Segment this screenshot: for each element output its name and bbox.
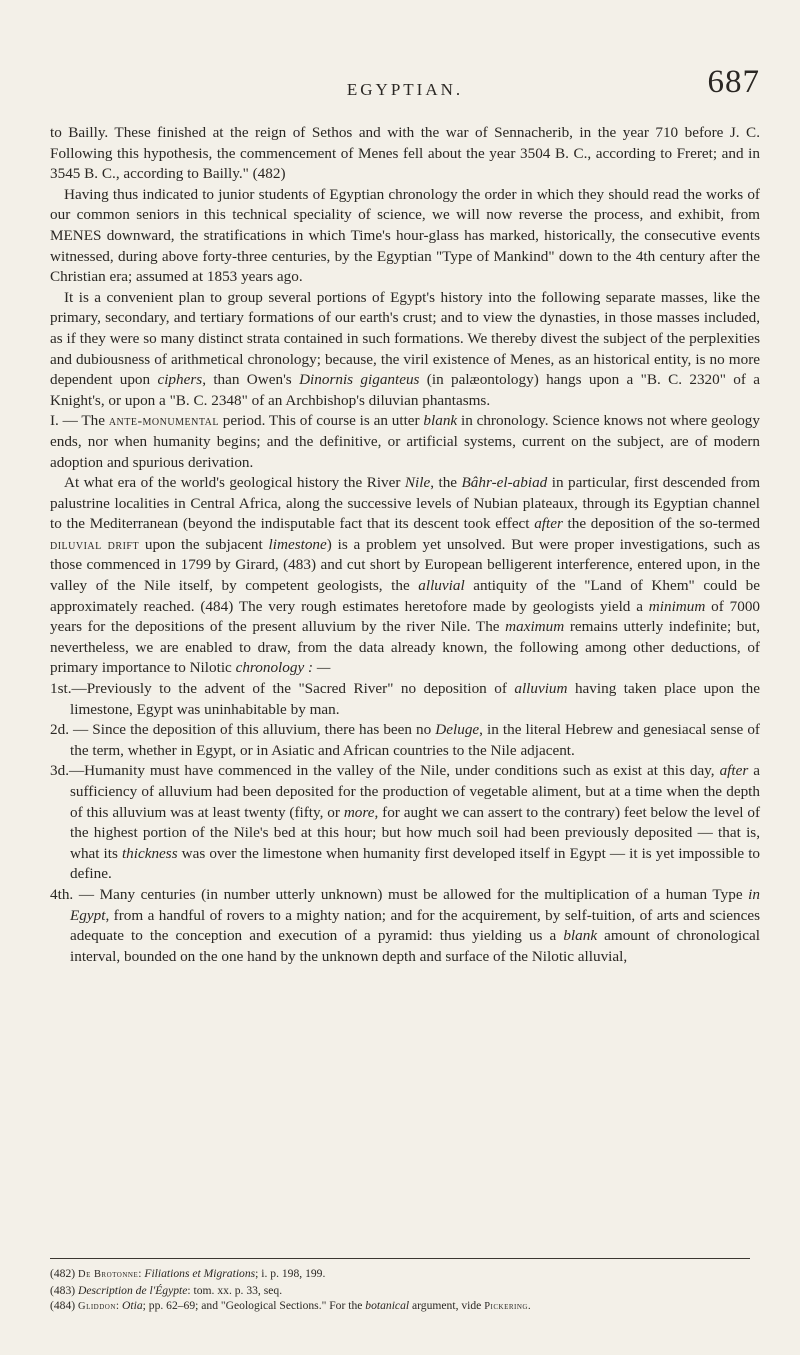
footnote-484: (484) Gliddon: Otia; pp. 62–69; and "Geological Sections." For the botanical argument, vide Pickering. — [50, 1299, 532, 1312]
deduction-2d: 2d. — Since the deposition of this alluvium, there has been no Deluge, in the literal Hebrew and genesiacal sense of the term, whether in Egypt, or in Asiatic and African countries to the Nile adjacent. — [50, 721, 760, 759]
paragraph-stratifications: Having thus indicated to junior students of Egyptian chronology the order in which they should read the works of our common seniors in this technical speciality of science, we will now reverse the process, and exhibit, from MENES downward, the stratifications in which Time's hour-glass has marked, historically, the consecutive events witnessed, during above forty-three centuries, by the Egyptian "Type of Mankind" down to the 4th century after the Christian era; assumed at 1853 years ago. — [50, 185, 760, 286]
page-header — [50, 0, 760, 120]
deduction-4th: 4th. — Many centuries (in number utterly unknown) must be allowed for the multiplication of a human Type in Egypt, from a handful of rovers to a mighty nation; and for the acquirement, by self-tuition, of arts and sciences adequate to the conception and execution of a pyramid: thus yielding us a blank amount of chronological interval, bounded on the one hand by the unknown depth and surface of the Nilotic alluvial, — [50, 885, 760, 965]
paragraph-nile-geology: At what era of the world's geological history the River Nile, the Bâhr-el-abiad in particular, first descended from palustrine localities in Central Africa, along the successive levels of Nubian plateaux, through its Egyptian channel to the Mediterranean (beyond the indisputable fact that its descent took effect after the deposition of the so-termed diluvial drift upon the subjacent limestone) is a problem yet unsolved. But were proper investigations, such as those commenced in 1799 by Girard, (483) and cut short by European belligerent interference, entered upon, in the valley of the Nile itself, by competent geologists, the alluvial antiquity of the "Land of Khem" could be approximately reached. (484) The very rough estimates heretofore made by geologists yield a minimum of 7000 years for the depositions of the present alluvium by the river Nile. The maximum remains utterly indefinite; but, nevertheless, we are enabled to draw, from the data already known, the following among other deductions, of primary importance to Nilotic chronology : — — [50, 474, 761, 677]
deduction-3d: 3d.—Humanity must have commenced in the valley of the Nile, under conditions such as exist at this day, after a sufficiency of alluvium had been deposited for the production of vegetable aliment, but at a time when the depth of this alluvium was at least twenty (fifty, or more, for aught we can assert to the contrary) feet below the level of the highest portion of the Nile's bed at this hour; but how much soil had been previously deposited — that is, what its thickness was over the limestone when humanity first developed itself in Egypt — it is yet impossible to define. — [50, 762, 761, 883]
paragraph-continuation: to Bailly. These finished at the reign of Sethos and with the war of Sennacherib, in the year 710 before J. C. Following this hypothesis, the commencement of Menes fell about the year 3504 B. C., according to Freret; and in 3545 B. C., according to Bailly." (482) — [50, 124, 760, 183]
footnotes — [50, 1266, 760, 1315]
body-text — [50, 123, 760, 967]
footnote-divider — [50, 1258, 750, 1259]
page-number: 687 — [707, 64, 760, 100]
section-ante-monumental: I. — The ante-monumental period. This of course is an utter blank in chronology. Science knows not where geology ends, nor when humanity begins; and the definitive, or artificial systems, current on the subject, are of modern adoption and spurious derivation. — [50, 412, 760, 471]
footnote-483: (483) Description de l'Égypte: tom. xx. p. 33, seq. — [50, 1283, 283, 1297]
running-head: EGYPTIAN. — [346, 80, 464, 99]
deduction-1st: 1st.—Previously to the advent of the "Sacred River" no deposition of alluvium having taken place upon the limestone, Egypt was uninhabitable by man. — [50, 680, 760, 718]
page — [50, 0, 761, 1312]
paragraph-masses: It is a convenient plan to group several portions of Egypt's history into the following separate masses, like the primary, secondary, and tertiary formations of our earth's crust; and to view the dynasties, in those masses included, as if they were so many distinct strata contained in such formations. We thereby divest the subject of the perplexities and dubiousness of arithmetical chronology; because, the viril existence of Menes, as an historical entity, is no more dependent upon ciphers, than Owen's Dinornis giganteus (in palæontology) hangs upon a "B. C. 2320" of a Knight's, or upon a "B. C. 2348" of an Archbishop's diluvian phantasms. — [50, 288, 760, 409]
footnote-482: (482) De Brotonne: Filiations et Migrations; i. p. 198, 199. — [50, 1267, 326, 1280]
